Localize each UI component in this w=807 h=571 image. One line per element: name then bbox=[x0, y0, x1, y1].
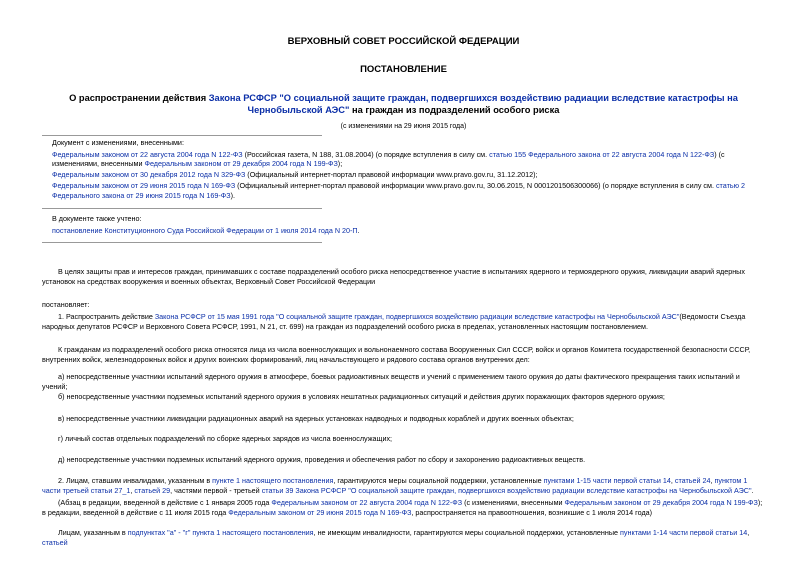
paragraph-2-text-5: , частями первой - третьей bbox=[170, 485, 262, 495]
subpoints-a-g-link[interactable]: подпунктах "а" - "г" пункта 1 настоящего постановления bbox=[127, 528, 314, 537]
paragraph-1-prefix: 1. Распространить действие bbox=[58, 312, 155, 321]
change-3-text: (Официальный интернет-портал правовой информации www.pravo.gov.ru, 30.06.2015, N 0001201506300066) (о порядке вступления в силу см. bbox=[235, 180, 716, 190]
paragraph-3-text-1: , не имеющим инвалидности, гарантируются меры социальной поддержки, установленные bbox=[313, 528, 621, 537]
note-law-199-link[interactable]: Федеральным законом от 29 декабря 2004 года N 199-ФЗ bbox=[564, 498, 758, 507]
article-39-link[interactable]: статьи 39 Закона РСФСР "О социальной защите граждан, подвергшихся воздействию радиации вследствие катастрофы на Чернобыльской АЭС" bbox=[261, 485, 752, 495]
item-b: б) непосредственные участники подземных испытаний ядерного оружия в условиях нештатных радиационных ситуаций и действия других поражающих факторов ядерного оружия; bbox=[58, 392, 665, 401]
constitutional-court-link[interactable]: постановление Конституционного Суда Российской Федерации от 1 июля 2014 года N 20-П bbox=[52, 225, 358, 235]
paragraph-2-prefix: 2. Лицам, ставшим инвалидами, указанным в bbox=[58, 476, 213, 485]
paragraph-2-text-2: , bbox=[670, 476, 675, 485]
change-1-link[interactable]: Федеральным законом от 22 августа 2004 года N 122-ФЗ bbox=[52, 149, 243, 159]
also-intro: В документе также учтено: bbox=[52, 214, 142, 223]
note-prefix: (Абзац в редакции, введенной в действие с 1 января 2005 года bbox=[58, 498, 272, 507]
paragraph-1-law-link[interactable]: Закона РСФСР от 15 мая 1991 года "О социальной защите граждан, подвергшихся воздействию радиации вследствие катастрофы на Чернобыльской АЭС" bbox=[154, 312, 680, 321]
points-1-15-link[interactable]: пунктами 1-15 части первой статьи 14 bbox=[543, 476, 671, 485]
paragraph-1-suffix: (Ведомости Съезда народных депутатов РСФСР и Верховного Совета РСФСР, 1991, N 21, ст. 699) на граждан из подразделений особого риска в пределах, установленных настоящим постановлением. bbox=[42, 312, 746, 331]
change-3-link-2[interactable]: статью 2 Федерального закона от 29 июня 2015 года N 169-ФЗ bbox=[52, 180, 746, 200]
item-g: г) личный состав отдельных подразделений по сборке ядерных зарядов из числа военнослужащих; bbox=[58, 434, 393, 443]
divider-top bbox=[42, 135, 322, 136]
also-item bbox=[52, 226, 772, 236]
document-type: ПОСТАНОВЛЕНИЕ bbox=[360, 64, 447, 75]
item-v: в) непосредственные участники ликвидации радиационных аварий на ядерных установках надводных и подводных кораблей и других военных объектах; bbox=[58, 414, 574, 423]
title-suffix: на граждан из подразделений особого риска bbox=[349, 105, 560, 116]
preamble-paragraph: В целях защиты прав и интересов граждан, принимавших с составе подразделений особого риска непосредственное участие в испытаниях ядерного и термоядерного оружия, ликвидации аварий ядерных установок на средствах вооружения и военных объектах, Верховный Совет Российской Федерации bbox=[42, 267, 745, 286]
article-24-link[interactable]: статьей 24 bbox=[674, 476, 711, 485]
paragraph-1 bbox=[42, 312, 764, 331]
divider-middle bbox=[42, 208, 322, 209]
article-29-link[interactable]: статьей 29 bbox=[134, 485, 171, 495]
points-1-14-link[interactable]: пунктами 1-14 части первой статьи 14 bbox=[620, 528, 748, 537]
item-d: д) непосредственные участники подземных испытаний ядерного оружия, проведения и обеспечения работ по сбору и захоронению радиоактивных веществ. bbox=[58, 455, 586, 464]
change-1-link-2[interactable]: статью 155 Федерального закона от 22 августа 2004 года N 122-ФЗ bbox=[489, 149, 715, 159]
point-1-link[interactable]: пункте 1 настоящего постановления bbox=[212, 476, 334, 485]
paragraph-2 bbox=[42, 476, 764, 495]
change-3-end: ). bbox=[230, 190, 235, 200]
change-1-text: (Российская газета, N 188, 31.08.2004) (о порядке вступления в силу см. bbox=[242, 149, 490, 159]
paragraph-3-text-2: , bbox=[747, 528, 750, 537]
edition-note-paragraph-2 bbox=[42, 498, 764, 517]
change-2-link[interactable]: Федеральным законом от 30 декабря 2012 года N 329-ФЗ bbox=[52, 170, 246, 180]
document-title bbox=[50, 92, 757, 116]
edition-note: (с изменениями на 29 июня 2015 года) bbox=[340, 123, 467, 130]
divider-bottom bbox=[42, 242, 322, 243]
note-text-1: (с изменениями, внесенными bbox=[462, 498, 565, 507]
paragraph-2-text-1: , гарантируются меры социальной поддержки, установленные bbox=[333, 476, 544, 485]
resolves-line: постановляет: bbox=[42, 300, 90, 309]
change-1-text-2: ) (с изменениями, внесенными bbox=[52, 149, 725, 169]
issuing-authority: ВЕРХОВНЫЙ СОВЕТ РОССИЙСКОЙ ФЕДЕРАЦИИ bbox=[287, 36, 520, 47]
note-law-169-link[interactable]: Федеральным законом от 29 июня 2015 года N 169-ФЗ bbox=[228, 507, 412, 517]
note-end: , распространяется на правоотношения, возникшие с 1 июля 2014 года) bbox=[411, 507, 653, 517]
paragraph-2-end: . bbox=[751, 485, 754, 495]
note-text-2: ); в редакции, введенной в действие с 11 июля 2015 года bbox=[42, 498, 763, 517]
title-law-link[interactable]: Закона РСФСР "О социальной защите граждан, подвергшихся воздействию радиации вследствие катастрофы на Чернобыльской АЭС" bbox=[208, 93, 738, 116]
article-27-1-link[interactable]: пунктом 1 части третьей статьи 27_1 bbox=[42, 476, 748, 495]
paragraph-3 bbox=[42, 528, 764, 547]
article-link-truncated[interactable]: статьей bbox=[42, 537, 68, 547]
paragraph-categories: К гражданам из подразделений особого риска относятся лица из числа военнослужащих и вольнонаемного состава Вооруженных Сил СССР, войск и органов Комитета государственной безопасности СССР, внутренних войск, железнодорожных войск и других воинских формирований, лиц начальствующего и рядового состава органов внутренних дел: bbox=[42, 345, 751, 364]
item-a: а) непосредственные участники испытаний ядерного оружия в атмосфере, боевых радиоактивных веществ и учений с применением такого оружия до даты фактического прекращения таких испытаний и учений; bbox=[42, 372, 740, 391]
changes-block bbox=[52, 138, 772, 200]
note-law-122-link[interactable]: Федеральным законом от 22 августа 2004 года N 122-ФЗ bbox=[271, 498, 463, 507]
paragraph-2-text-3: , bbox=[710, 476, 715, 485]
also-considered-block bbox=[52, 214, 772, 235]
change-item-2 bbox=[52, 170, 772, 180]
change-1-end: ); bbox=[337, 159, 343, 169]
paragraph-2-text-4: , bbox=[130, 485, 135, 495]
change-item-3 bbox=[52, 181, 772, 200]
changes-intro: Документ с изменениями, внесенными: bbox=[52, 138, 184, 147]
change-2-text: (Официальный интернет-портал правовой информации www.pravo.gov.ru, 31.12.2012); bbox=[245, 170, 538, 180]
also-end: . bbox=[357, 225, 360, 235]
change-1-link-3[interactable]: Федеральным законом от 29 декабря 2004 года N 199-ФЗ bbox=[144, 159, 338, 169]
title-prefix: О распространении действия bbox=[69, 93, 209, 103]
paragraph-3-prefix: Лицам, указанным в bbox=[58, 528, 128, 537]
change-3-link[interactable]: Федеральным законом от 29 июня 2015 года N 169-ФЗ bbox=[52, 180, 236, 190]
change-item-1 bbox=[52, 150, 772, 169]
